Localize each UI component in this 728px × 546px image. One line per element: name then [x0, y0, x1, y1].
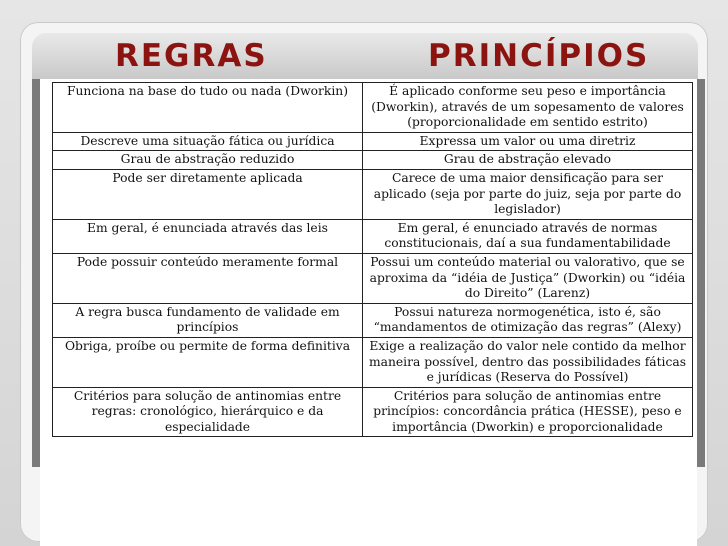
title-principios: PRINCÍPIOS	[428, 38, 650, 74]
regras-cell: Obriga, proíbe ou permite de forma definitiva	[53, 337, 363, 387]
table-row	[53, 303, 693, 337]
regras-cell: Descreve uma situação fática ou jurídica	[53, 132, 363, 151]
principios-cell: É aplicado conforme seu peso e importância (Dworkin), através de um sopesamento de valores (proporcionalidade em sentido estrito)	[363, 83, 693, 133]
comparison-table	[52, 82, 693, 437]
table-panel	[40, 79, 697, 546]
principios-cell: Possui um conteúdo material ou valorativo, que se aproxima da “idéia de Justiça” (Dworkin) ou “idéia do Direito” (Larenz)	[363, 253, 693, 303]
regras-cell: Grau de abstração reduzido	[53, 151, 363, 170]
regras-cell: Em geral, é enunciada através das leis	[53, 219, 363, 253]
table-row	[53, 151, 693, 170]
table-row	[53, 83, 693, 133]
regras-cell: Pode possuir conteúdo meramente formal	[53, 253, 363, 303]
table-row	[53, 253, 693, 303]
regras-cell: A regra busca fundamento de validade em princípios	[53, 303, 363, 337]
principios-cell: Exige a realização do valor nele contido da melhor maneira possível, dentro das possibilidades fáticas e jurídicas (Reserva do Possível)	[363, 337, 693, 387]
principios-cell: Em geral, é enunciado através de normas constitucionais, daí a sua fundamentabilidade	[363, 219, 693, 253]
title-regras: REGRAS	[115, 38, 268, 74]
principios-cell: Possui natureza normogenética, isto é, são “mandamentos de otimização das regras” (Alexy)	[363, 303, 693, 337]
frame-right-edge	[697, 79, 705, 467]
table-row	[53, 169, 693, 219]
table-row	[53, 132, 693, 151]
principios-cell: Critérios para solução de antinomias entre princípios: concordância prática (HESSE), peso e importância (Dworkin) e proporcionalidade	[363, 387, 693, 437]
principios-cell: Grau de abstração elevado	[363, 151, 693, 170]
principios-cell: Carece de uma maior densificação para ser aplicado (seja por parte do juiz, seja por parte do legislador)	[363, 169, 693, 219]
table-row	[53, 219, 693, 253]
regras-cell: Pode ser diretamente aplicada	[53, 169, 363, 219]
table-row	[53, 387, 693, 437]
regras-cell: Funciona na base do tudo ou nada (Dworkin)	[53, 83, 363, 133]
table-row	[53, 337, 693, 387]
regras-cell: Critérios para solução de antinomias entre regras: cronológico, hierárquico e da especialidade	[53, 387, 363, 437]
frame-left-edge	[32, 79, 40, 467]
principios-cell: Expressa um valor ou uma diretriz	[363, 132, 693, 151]
